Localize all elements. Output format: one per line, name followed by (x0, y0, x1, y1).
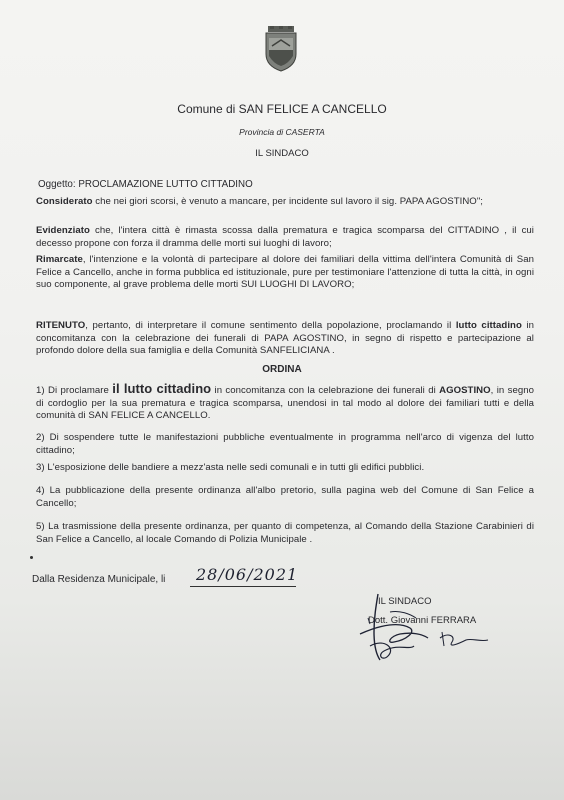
handwritten-date: 28/06/2021 (196, 565, 299, 584)
date-underline (190, 586, 296, 587)
ritenuto-paragraph (36, 320, 534, 358)
consideration-text: che nei giori scorsi, è venuto a mancare, per incidente sul lavoro il sig. PAPA AGOSTINO"; (92, 196, 483, 207)
consideration-paragraph (36, 225, 534, 250)
municipal-crest-icon (262, 26, 300, 72)
ritenuto-lead: RITENUTO (36, 320, 86, 331)
office-label: IL SINDACO (255, 148, 309, 159)
signatory-title: IL SINDACO (378, 596, 432, 607)
consideration-paragraph (36, 254, 534, 292)
order-item-name: AGOSTINO (439, 385, 491, 396)
order-item: 4) La pubblicazione della presente ordinanza all'albo pretorio, sulla pagina web del Comune di San Felice a Cancello; (36, 485, 534, 509)
ordina-heading: ORDINA (262, 364, 302, 375)
province-label: Provincia di CASERTA (239, 127, 325, 137)
consideration-paragraph (36, 196, 534, 209)
order-item (36, 383, 534, 423)
bullet-dot (30, 556, 33, 559)
ritenuto-text-c: in concomitanza con la celebrazione dei funerali di PAPA AGOSTINO, in segno di rispetto e partecipazione al profondo dolore della sua famiglia e della Comunità SANFELICIANA . (36, 320, 534, 356)
consideration-lead: Rimarcate (36, 254, 83, 265)
signatory-name: Dott. Giovanni FERRARA (368, 615, 477, 626)
consideration-lead: Evidenziato (36, 225, 90, 236)
order-item-emphasis: il lutto cittadino (112, 381, 212, 396)
order-item-text: 1) Di proclamare (36, 385, 113, 396)
order-item-text: , in segno di cordoglio per la sua prematura e tragica scomparsa, unendosi in tal modo al dolore dei familiari tutti e della comunità di SAN FELICE A CANCELLO. (36, 385, 535, 421)
place-label: Dalla Residenza Municipale, li (32, 574, 166, 585)
handwritten-signature (330, 588, 500, 678)
order-item: 2) Di sospendere tutte le manifestazioni pubbliche eventualmente in programma nell'arco di vigenza del lutto cittadino; (36, 432, 534, 456)
ritenuto-bold: lutto cittadino (455, 320, 522, 331)
consideration-lead: Considerato (36, 196, 93, 207)
subject-label: Oggetto: (38, 179, 76, 190)
consideration-text: che, l'intera città è rimasta scossa dalla prematura e tragica scomparsa del CITTADINO , il cui decesso propone con forza il dramma delle morti sui luoghi di lavoro; (36, 225, 534, 249)
municipality-title: Comune di SAN FELICE A CANCELLO (177, 102, 387, 116)
order-item: 5) La trasmissione della presente ordinanza, per quanto di competenza, al Comando della Stazione Carabinieri di San Felice a Cancello, al locale Comando di Polizia Municipale . (36, 521, 534, 545)
ritenuto-text-a: , pertanto, di interpretare il comune sentimento della popolazione, proclamando il (85, 320, 456, 331)
subject-line (38, 179, 253, 190)
order-item-text: in concomitanza con la celebrazione dei funerali di (211, 385, 440, 396)
order-item: 3) L'esposizione delle bandiere a mezz'asta nelle sedi comunali e in tutti gli edifici pubblici. (36, 462, 425, 473)
subject-text: PROCLAMAZIONE LUTTO CITTADINO (78, 179, 253, 190)
consideration-text: , l'intenzione e la volontà di partecipare al dolore dei familiari della vittima dell'intera Comunità di San Felice a Cancello, anche in forma pubblica ed istituzionale, pure per testimoniare l'attenzione di tutta la città, in ogni suo componente, al grave problema delle morti SUI LUOGHI DI LAVORO; (36, 254, 534, 290)
